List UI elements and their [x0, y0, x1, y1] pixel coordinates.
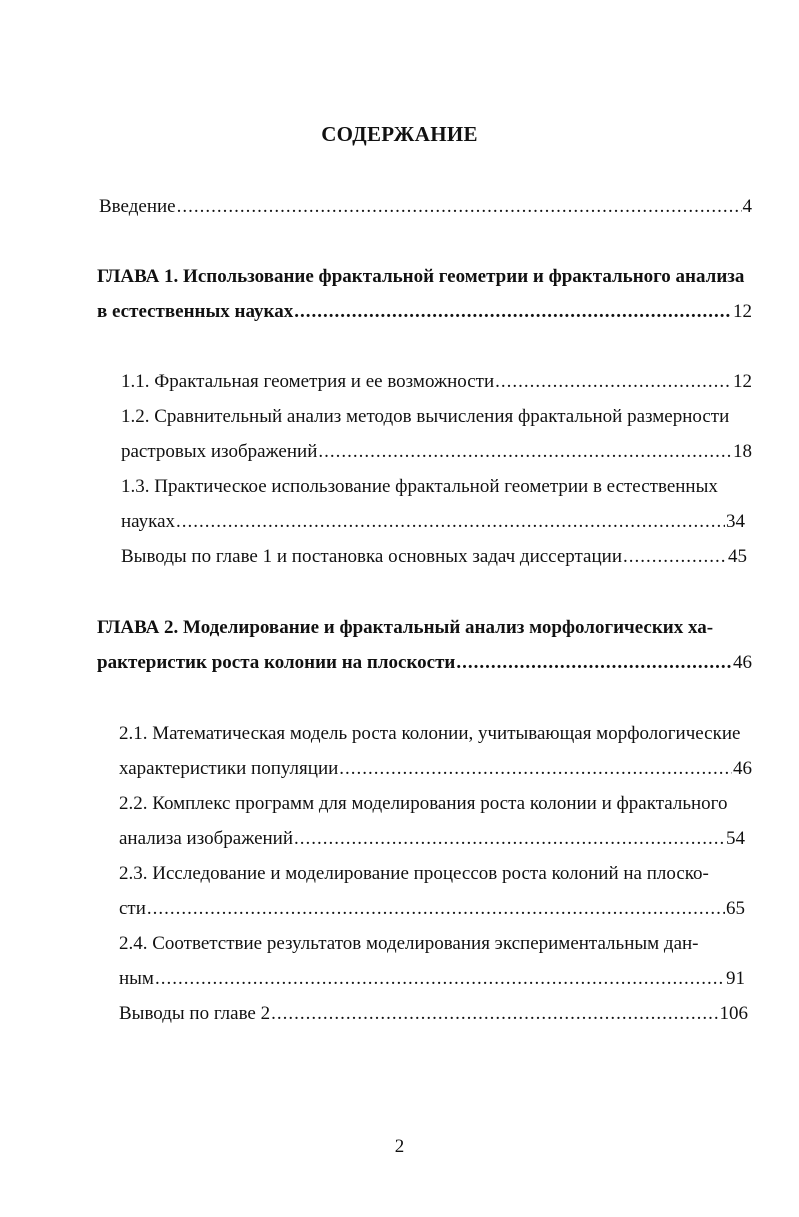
toc-entry-page: 45 — [728, 546, 747, 567]
toc-entry-1-3[interactable] — [121, 510, 745, 534]
dot-leader — [339, 757, 732, 781]
toc-entry-2-1[interactable] — [119, 757, 752, 781]
toc-entry-label: анализа изображений — [119, 828, 294, 849]
dot-leader — [623, 545, 727, 569]
dot-leader — [294, 300, 732, 324]
toc-entry-2-2[interactable] — [119, 827, 745, 851]
dot-leader — [155, 967, 725, 991]
toc-entry-page: 12 — [733, 371, 752, 392]
dot-leader — [147, 897, 725, 921]
page-title: СОДЕРЖАНИЕ — [321, 122, 478, 146]
chapter-1-title-line1: ГЛАВА 1. Использование фрактальной геометрии и фрактального анализа — [97, 266, 745, 287]
toc-entry-label: сти — [119, 898, 146, 919]
toc-entry-2-4[interactable] — [119, 967, 745, 991]
toc-entry-page: 106 — [719, 1003, 748, 1024]
toc-entry-1-2-line1: 1.2. Сравнительный анализ методов вычисления фрактальной размерности — [121, 406, 730, 427]
toc-entry-page: 54 — [726, 828, 745, 849]
toc-entry-label: рактеристик роста колонии на плоскости — [97, 652, 456, 673]
toc-entry-2-4-line1: 2.4. Соответствие результатов моделирования экспериментальным дан- — [119, 933, 699, 954]
toc-entry-conclusions-1[interactable] — [121, 545, 747, 569]
dot-leader — [456, 651, 732, 675]
toc-entry-2-3[interactable] — [119, 897, 745, 921]
toc-entry-label: ным — [119, 968, 154, 989]
toc-entry-intro[interactable] — [99, 195, 752, 219]
toc-entry-label: в естественных науках — [97, 301, 294, 322]
toc-entry-1-3-line1: 1.3. Практическое использование фрактальной геометрии в естественных — [121, 476, 718, 497]
toc-entry-label: растровых изображений — [121, 441, 318, 462]
toc-entry-label: 1.1. Фрактальная геометрия и ее возможности — [121, 371, 495, 392]
toc-entry-page: 91 — [726, 968, 745, 989]
toc-entry-conclusions-2[interactable] — [119, 1002, 748, 1026]
toc-entry-page: 46 — [733, 652, 752, 673]
dot-leader — [294, 827, 725, 851]
toc-entry-label: характеристики популяции — [119, 758, 339, 779]
toc-entry-page: 46 — [733, 758, 752, 779]
dot-leader — [177, 195, 742, 219]
dot-leader — [495, 370, 732, 394]
page-number: 2 — [394, 1136, 405, 1157]
toc-entry-1-1[interactable] — [121, 370, 752, 394]
toc-entry-label: науках — [121, 511, 176, 532]
dot-leader — [318, 440, 732, 464]
toc-entry-label: Выводы по главе 2 — [119, 1003, 271, 1024]
toc-entry-chapter-2[interactable] — [97, 651, 752, 675]
dot-leader — [176, 510, 725, 534]
chapter-2-title-line1: ГЛАВА 2. Моделирование и фрактальный анализ морфологических ха- — [97, 617, 714, 638]
toc-entry-page: 18 — [733, 441, 752, 462]
toc-entry-page: 65 — [726, 898, 745, 919]
toc-entry-chapter-1[interactable] — [97, 300, 752, 324]
toc-entry-1-2[interactable] — [121, 440, 752, 464]
toc-entry-label: Выводы по главе 1 и постановка основных задач диссертации — [121, 546, 622, 567]
toc-entry-label: Введение — [99, 196, 176, 217]
toc-entry-page: 34 — [726, 511, 745, 532]
dot-leader — [271, 1002, 718, 1026]
toc-entry-page: 4 — [742, 196, 752, 217]
toc-entry-2-2-line1: 2.2. Комплекс программ для моделирования роста колонии и фрактального — [119, 793, 728, 814]
toc-entry-2-1-line1: 2.1. Математическая модель роста колонии, учитывающая морфологические — [119, 723, 741, 744]
toc-entry-page: 12 — [733, 301, 752, 322]
toc-entry-2-3-line1: 2.3. Исследование и моделирование процессов роста колоний на плоско- — [119, 863, 709, 884]
